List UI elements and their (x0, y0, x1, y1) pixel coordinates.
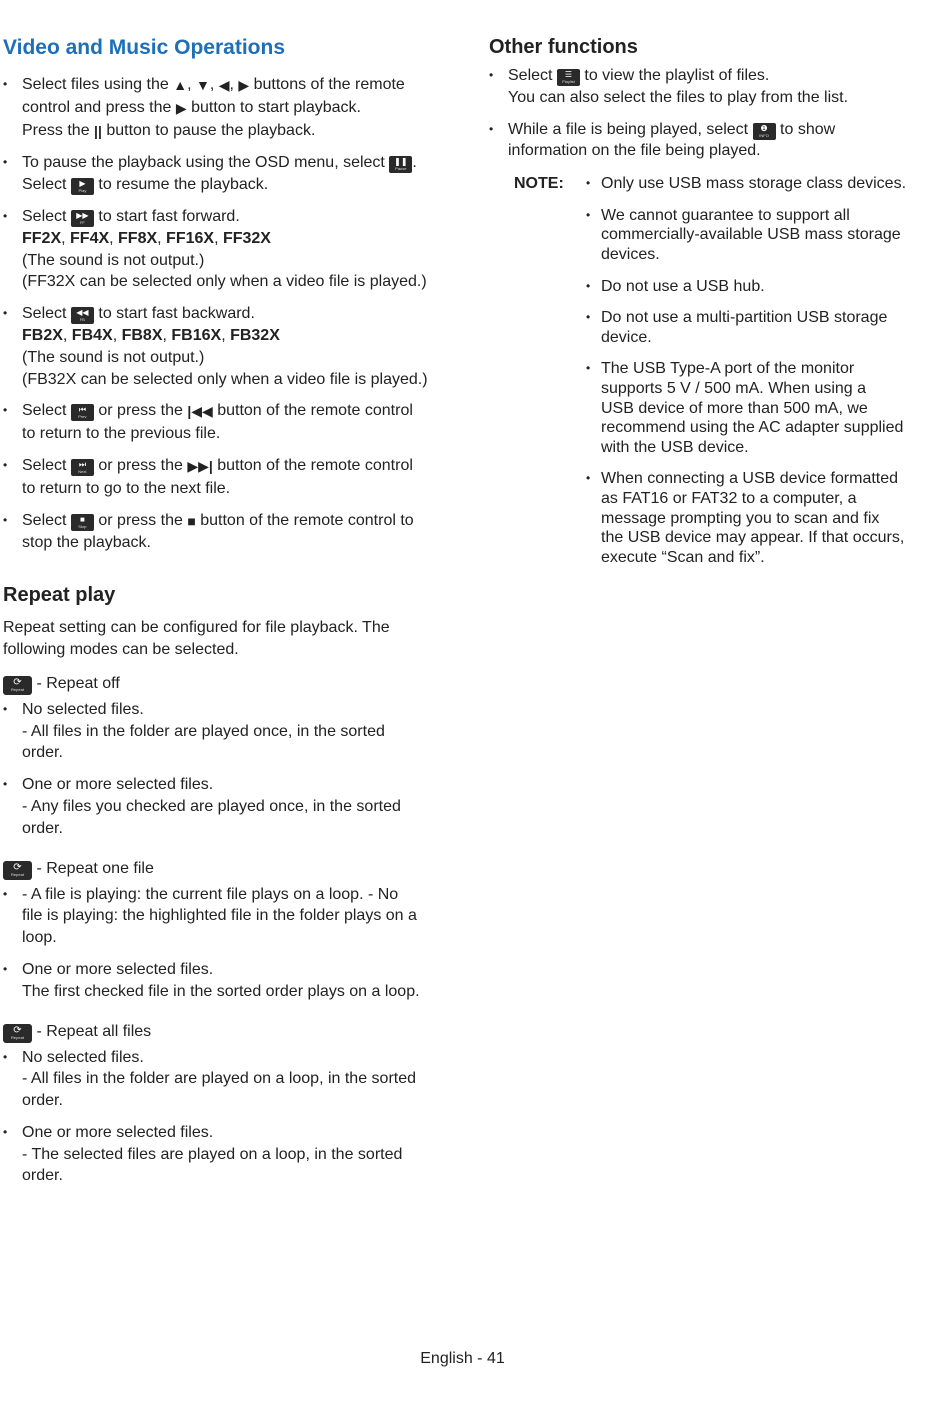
page-title: Video and Music Operations (3, 36, 286, 59)
pause-button-icon: || (94, 122, 102, 139)
list-item: • Select ☰ Playlist to view the playlist of files. You can also select the files to play from the list. (489, 65, 919, 109)
note-block (489, 174, 919, 567)
list-item: • Select files using the ▲, ▼, ◀, ▶ buttons of the remote control and press the ▶ button to start playback. Press the || button to pause the playback. (3, 74, 443, 142)
list-item: • One or more selected files. - Any files you checked are played once, in the sorted order. (3, 774, 443, 839)
list-item: • One or more selected files. - The selected files are played on a loop, in the sorted order. (3, 1122, 443, 1187)
note-item: • The USB Type-A port of the monitor supports 5 V / 500 mA. When using a USB device of more than 500 mA, we recommend using the AC adapter supplied with the USB device. (586, 359, 919, 457)
down-arrow-icon: ▼ (195, 77, 210, 93)
list-item: • Select ▶▶ FF to start fast forward. FF2X, FF4X, FF8X, FF16X, FF32X (The sound is not output.) (FF32X can be selected only when a video file is played.) (3, 206, 443, 293)
skip-back-button-icon: |◀◀ (187, 403, 213, 420)
repeat-intro: Repeat setting can be configured for file playback. The following modes can be selected. (3, 619, 390, 658)
right-column (489, 36, 919, 579)
note-item: • Only use USB mass storage class devices. (586, 174, 919, 194)
list-item: • While a file is being played, select ❶ INFO to show information on the file being played. (489, 119, 919, 163)
repeat-one-heading: ⟳ Repeat - Repeat one file (3, 858, 443, 880)
list-item: • No selected files. - All files in the folder are played on a loop, in the sorted order. (3, 1047, 443, 1112)
list-item: • Select ⏭ Next or press the ▶▶| button of the remote control to return to go to the next file. (3, 455, 443, 500)
list-item: • Select ⏮ Prev or press the |◀◀ button of the remote control to return to the previous file. (3, 400, 443, 445)
note-item: • Do not use a USB hub. (586, 277, 919, 297)
repeat-off-heading: ⟳ Repeat - Repeat off (3, 673, 443, 695)
next-icon: ⏭ Next (71, 459, 94, 476)
note-item: • We cannot guarantee to support all commercially-available USB mass storage devices. (586, 206, 919, 265)
note-item: • When connecting a USB device formatted as FAT16 or FAT32 to a computer, a message prompting you to scan and fix the USB device may appear. If that occurs, execute “Scan and fix”. (586, 469, 919, 567)
playlist-icon: ☰ Playlist (557, 69, 580, 86)
note-label: NOTE: (514, 175, 564, 193)
section-title-other: Other functions (489, 36, 638, 58)
list-item: • To pause the playback using the OSD menu, select ❚❚ Pause . Select ▶ Play to resume the playback. (3, 152, 443, 196)
repeat-icon: ⟳ Repeat (3, 861, 32, 880)
list-item: • Select ◀◀ FB to start fast backward. FB2X, FB4X, FB8X, FB16X, FB32X (The sound is not output.) (FB32X can be selected only when a video file is played.) (3, 303, 443, 390)
note-item: • Do not use a multi-partition USB storage device. (586, 308, 919, 347)
previous-icon: ⏮ Prev (71, 404, 94, 421)
left-column (3, 36, 443, 1197)
repeat-icon: ⟳ Repeat (3, 1024, 32, 1043)
repeat-icon: ⟳ Repeat (3, 676, 32, 695)
up-arrow-icon: ▲ (173, 77, 188, 93)
list-item: • One or more selected files. The first checked file in the sorted order plays on a loop. (3, 959, 443, 1003)
note-list (586, 174, 919, 567)
stop-icon: ■ Stop (71, 514, 94, 531)
pause-icon: ❚❚ Pause (389, 156, 412, 173)
page-footer: English - 41 (420, 1350, 505, 1367)
repeat-all-heading: ⟳ Repeat - Repeat all files (3, 1021, 443, 1043)
fast-forward-icon: ▶▶ FF (71, 210, 94, 227)
list-item: • - A file is playing: the current file plays on a loop. - No file is playing: the highlighted file in the folder plays on a loop. (3, 884, 443, 949)
play-button-icon: ▶ (175, 99, 187, 116)
section-title-repeat: Repeat play (3, 584, 116, 607)
list-item: • No selected files. - All files in the folder are played once, in the sorted order. (3, 699, 443, 764)
play-icon: ▶ Play (71, 178, 94, 195)
list-item: • Select ■ Stop or press the ■ button of the remote control to stop the playback. (3, 510, 443, 555)
left-arrow-icon: ◀ (218, 77, 230, 93)
stop-button-icon: ■ (187, 512, 196, 529)
fast-backward-icon: ◀◀ FB (71, 307, 94, 324)
skip-forward-button-icon: ▶▶| (187, 457, 213, 474)
right-arrow-icon: ▶ (238, 77, 250, 93)
info-icon: ❶ INFO (753, 123, 776, 140)
